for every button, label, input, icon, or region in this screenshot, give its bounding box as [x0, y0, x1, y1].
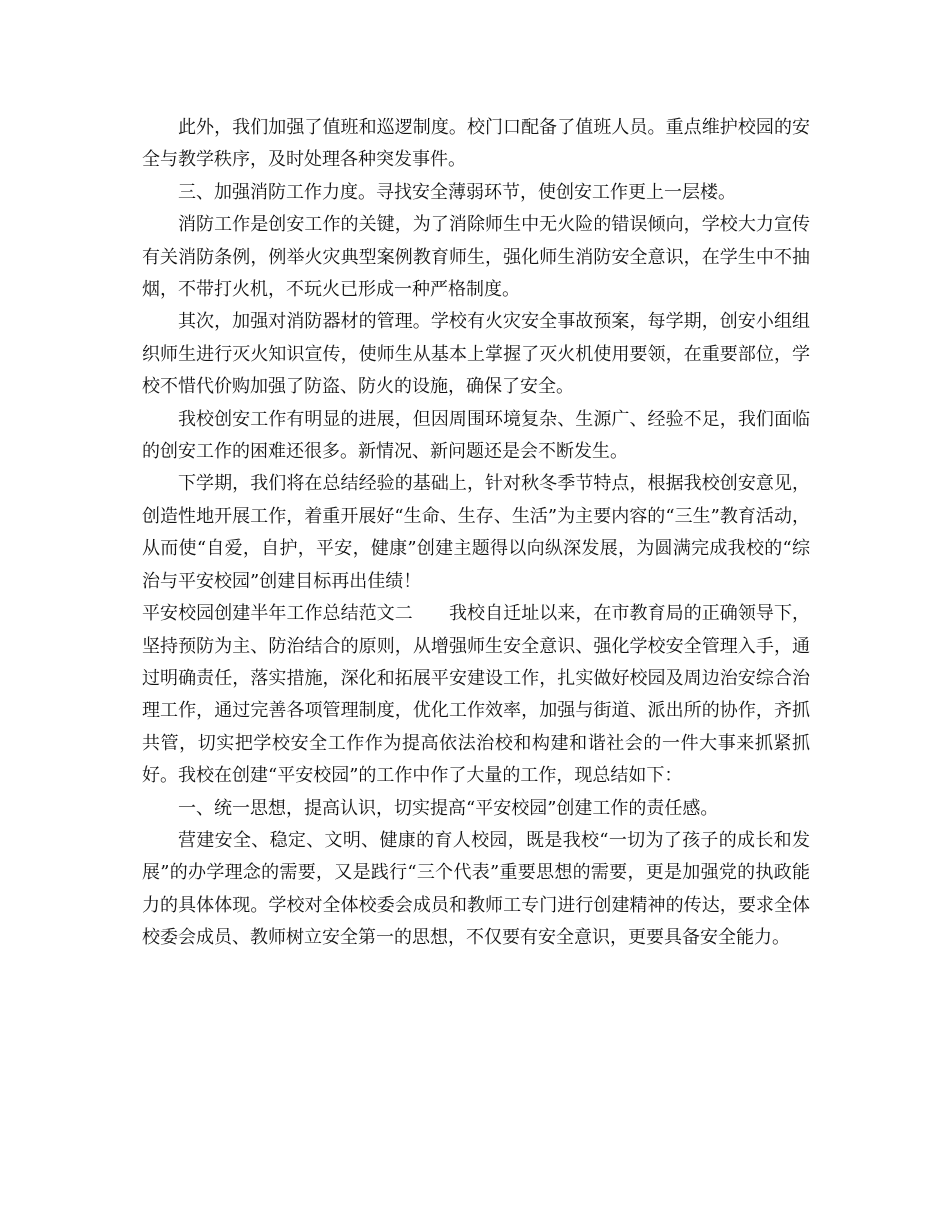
paragraph-fire-equipment: 其次，加强对消防器材的管理。学校有火灾安全事故预案，每学期，创安小组组织师生进行灭火知识宣传，使师生从基本上掌握了灭火机使用要领，在重要部位，学校不惜代价购加强了防盗、防火的设施，确保了安全。	[142, 311, 810, 398]
section-two-paragraph	[142, 598, 810, 792]
document-page	[142, 112, 810, 955]
section-two-gap	[413, 603, 449, 624]
section-two-body: 我校自迁址以来，在市教育局的正确领导下，坚持预防为主、防治结合的原则，从增强师生安全意识、强化学校安全管理入手，通过明确责任，落实措施，深化和拓展平安建设工作，扎实做好校园及周边治安综合治理工作，通过完善各项管理制度，优化工作效率，加强与街道、派出所的协作，齐抓共管，切实把学校安全工作作为提高依法治校和构建和谐社会的一件大事来抓紧抓好。我校在创建“平安校园”的工作中作了大量的工作，现总结如下：	[142, 603, 811, 787]
paragraph-progress: 我校创安工作有明显的进展，但因周围环境复杂、生源广、经验不足，我们面临的创安工作的困难还很多。新情况、新问题还是会不断发生。	[142, 408, 810, 463]
section-two-title: 平安校园创建半年工作总结范文二	[142, 603, 413, 625]
paragraph-next-term: 下学期，我们将在总结经验的基础上，针对秋冬季节特点，根据我校创安意见，创造性地开展工作，着重开展好“生命、生存、生活”为主要内容的“三生”教育活动，从而使“自爱，自护，平安，健康”创建主题得以向纵深发展，为圆满完成我校的“综治与平安校园”创建目标再出佳绩！	[142, 473, 810, 592]
paragraph-unify-thinking: 一、统一思想，提高认识，切实提高“平安校园”创建工作的责任感。	[178, 797, 719, 819]
paragraph-safe-campus: 营建安全、稳定、文明、健康的育人校园，既是我校“一切为了孩子的成长和发展”的办学理念的需要，又是践行“三个代表”重要思想的需要，更是加强党的执政能力的具体体现。学校对全体校委会成员和教师工专门进行创建精神的传达，要求全体校委会成员、教师树立安全第一的思想，不仅要有安全意识，更要具备安全能力。	[142, 829, 810, 949]
paragraph-fire-key: 消防工作是创安工作的关键，为了消除师生中无火险的错误倾向，学校大力宣传有关消防条例，例举火灾典型案例教育师生，强化师生消防安全意识，在学生中不抽烟，不带打火机，不玩火已形成一种严格制度。	[142, 214, 810, 301]
paragraph-duty-patrol: 此外，我们加强了值班和巡逻制度。校门口配备了值班人员。重点维护校园的安全与教学秩序，及时处理各种突发事件。	[142, 117, 810, 171]
paragraph-fire-heading: 三、加强消防工作力度。寻找安全薄弱环节，使创安工作更上一层楼。	[178, 181, 736, 203]
